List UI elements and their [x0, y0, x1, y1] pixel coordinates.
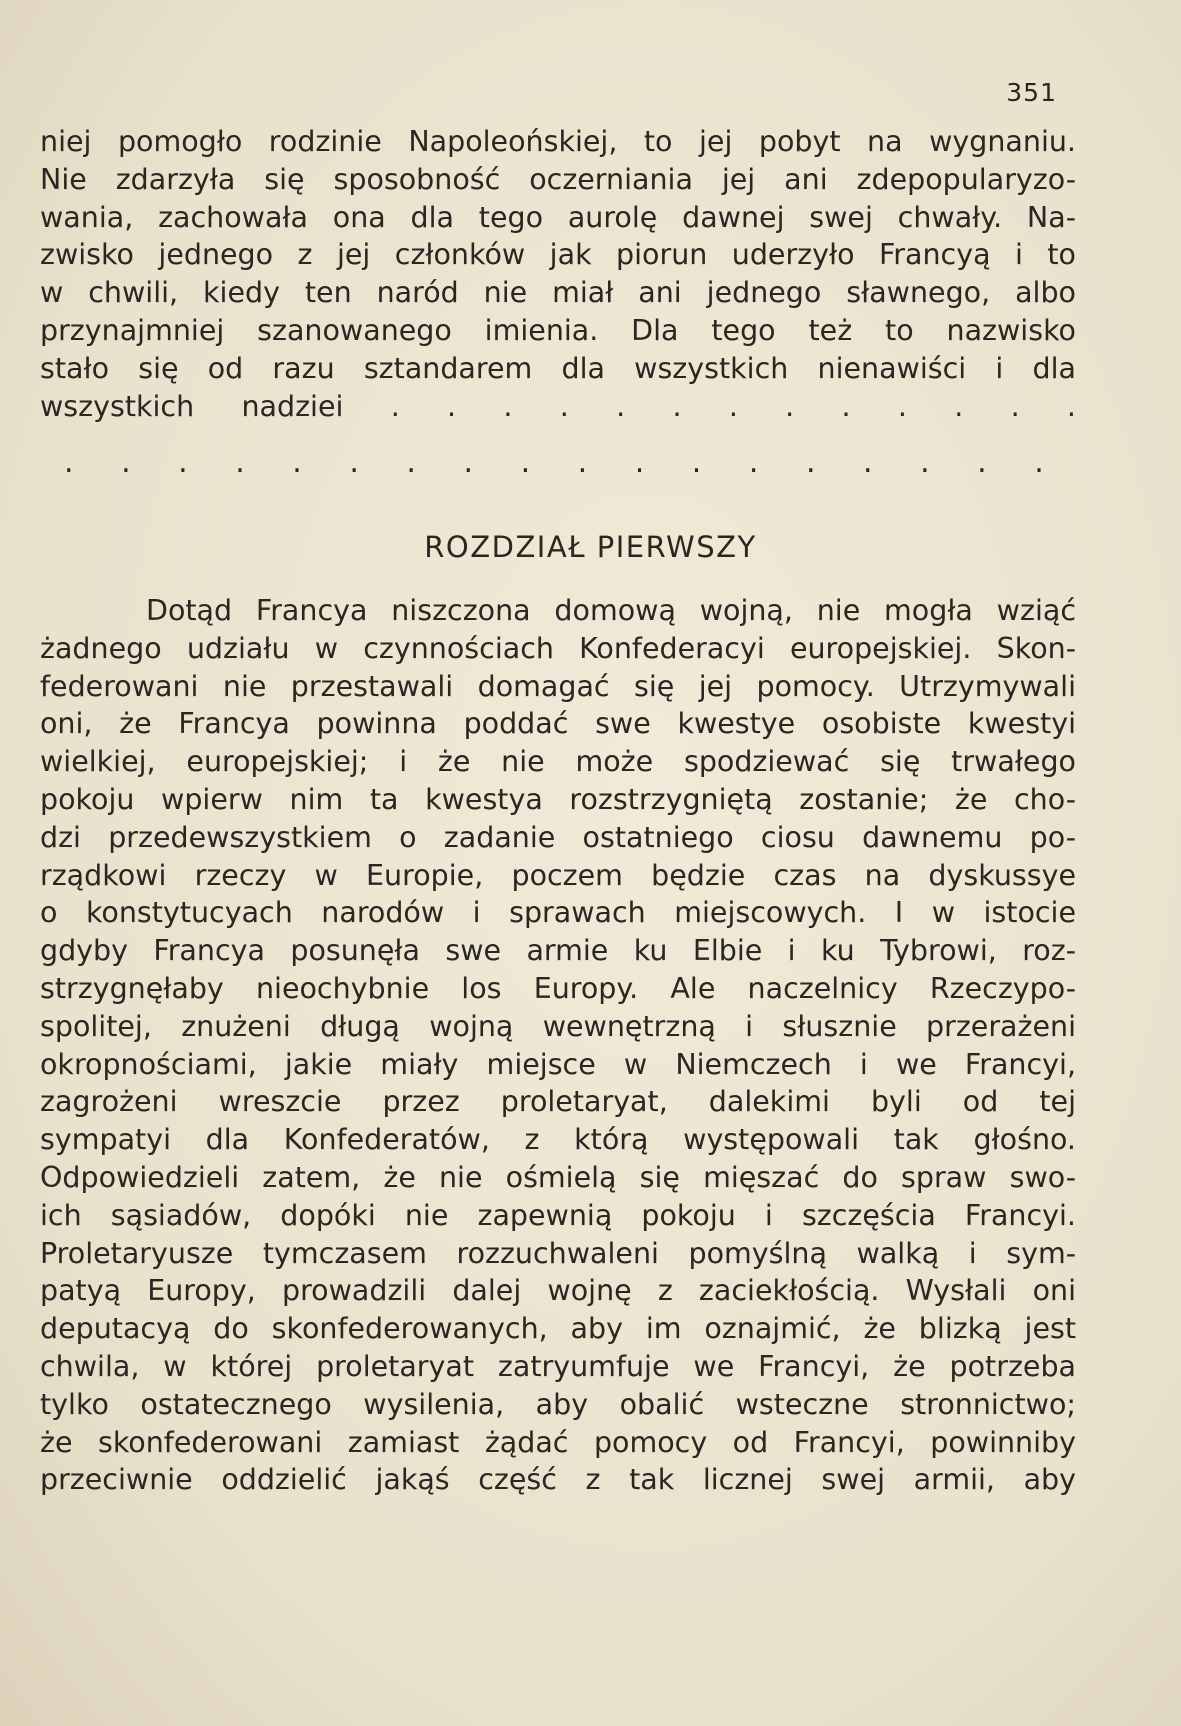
leader-dots-text: . . . . . . . . . . . . . . . . . . — [64, 445, 1063, 480]
text-line: przeciwnie oddzielić jakąś część z tak licznej swej armii, aby — [40, 1463, 1076, 1497]
text-line: zwisko jednego z jej członków jak piorun uderzyło Francyą i to — [40, 238, 1076, 272]
text-line: patyą Europy, prowadzili dalej wojnę z zaciekłością. Wysłali oni — [40, 1274, 1076, 1308]
text-line: wielkiej, europejskiej; i że nie może spodziewać się trwałego — [40, 745, 1076, 779]
text-line: federowani nie przestawali domagać się jej pomocy. Utrzymywali — [40, 669, 1076, 703]
text-line: ich sąsiadów, dopóki nie zapewnią pokoju i szczęścia Francyi. — [40, 1198, 1076, 1232]
text-line: niej pomogło rodzinie Napoleońskiej, to jej pobyt na wygnaniu. — [40, 125, 1076, 158]
text-line: pokoju wpierw nim ta kwestya rozstrzygniętą zostanie; że cho- — [40, 782, 1076, 816]
text-line: Dotąd Francya niszczona domową wojną, nie mogła wziąć — [146, 594, 1076, 627]
text-line: Nie zdarzyła się sposobność oczerniania jej ani zdepopularyzo- — [40, 162, 1076, 196]
text-line: stało się od razu sztandarem dla wszystkich nienawiści i dla — [40, 351, 1076, 385]
text-line: wszystkich nadziei . . . . . . . . . . . . . — [40, 389, 1076, 423]
leader-dots — [64, 445, 1063, 480]
text-line: oni, że Francya powinna poddać swe kwestye osobiste kwestyi — [40, 707, 1076, 741]
text-line: okropnościami, jakie miały miejsce w Niemczech i we Francyi, — [40, 1047, 1076, 1081]
text-line: że skonfederowani zamiast żądać pomocy od Francyi, powinniby — [40, 1425, 1076, 1459]
text-line: zagrożeni wreszcie przez proletaryat, dalekimi byli od tej — [40, 1085, 1076, 1119]
text-line: wania, zachowała ona dla tego aurolę dawnej swej chwały. Na- — [40, 200, 1076, 234]
text-line: o konstytucyach narodów i sprawach miejscowych. I w istocie — [40, 896, 1076, 930]
chapter-heading: ROZDZIAŁ PIERWSZY — [424, 530, 757, 564]
text-line: strzygnęłaby nieochybnie los Europy. Ale naczelnicy Rzeczypo- — [40, 971, 1076, 1005]
text-line: sympatyi dla Konfederatów, z którą występowali tak głośno. — [40, 1123, 1076, 1157]
chapter-paragraph — [40, 592, 1076, 1499]
text-line: dzi przedewszystkiem o zadanie ostatniego ciosu dawnemu po- — [40, 820, 1076, 854]
text-line: chwila, w której proletaryat zatryumfuje we Francyi, że potrzeba — [40, 1349, 1076, 1383]
page-number: 351 — [1006, 78, 1057, 107]
text-line: rządkowi rzeczy w Europie, poczem będzie czas na dyskussye — [40, 858, 1076, 892]
text-line: przynajmniej szanowanego imienia. Dla tego też to nazwisko — [40, 313, 1076, 347]
text-line: tylko ostatecznego wysilenia, aby obalić wsteczne stronnictwo; — [40, 1387, 1076, 1421]
text-line: gdyby Francya posunęła swe armie ku Elbie i ku Tybrowi, roz- — [40, 934, 1076, 968]
text-line: w chwili, kiedy ten naród nie miał ani jednego sławnego, albo — [40, 276, 1076, 310]
text-line: Odpowiedzieli zatem, że nie ośmielą się mięszać do spraw swo- — [40, 1160, 1076, 1194]
text-line: Proletaryusze tymczasem rozzuchwaleni pomyślną walką i sym- — [40, 1236, 1076, 1270]
text-line: deputacyą do skonfederowanych, aby im oznajmić, że blizką jest — [40, 1312, 1076, 1346]
text-line: żadnego udziału w czynnościach Konfederacyi europejskiej. Skon- — [40, 631, 1076, 665]
text-line: spolitej, znużeni długą wojną wewnętrzną i słusznie przerażeni — [40, 1009, 1076, 1043]
intro-paragraph — [40, 123, 1076, 425]
